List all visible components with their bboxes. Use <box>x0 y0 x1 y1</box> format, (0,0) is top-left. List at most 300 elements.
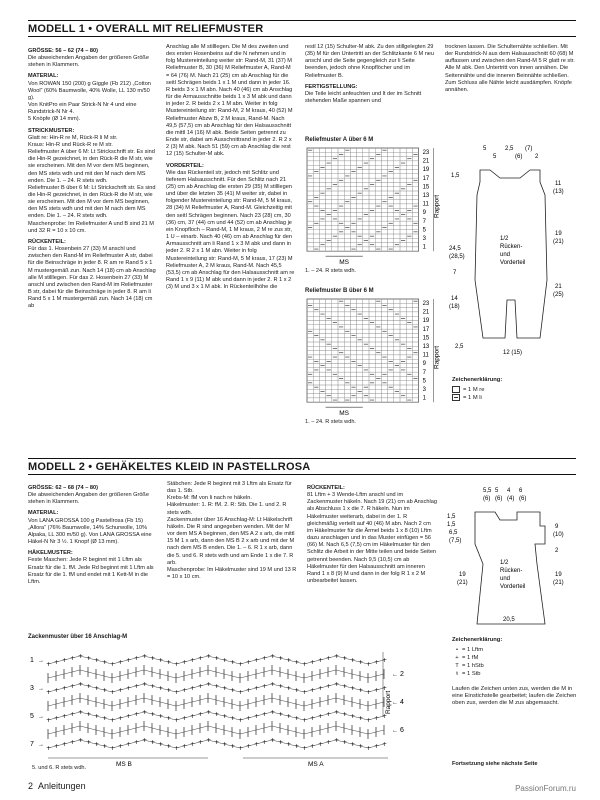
knit-cell <box>338 208 344 212</box>
knit-cell <box>332 381 338 385</box>
knit-cell <box>394 225 400 229</box>
stitch-sc-icon: + <box>222 685 228 692</box>
knit-cell <box>369 308 375 312</box>
knit-cell <box>363 157 369 161</box>
knit-cell <box>344 165 350 169</box>
dimension-label: (21) <box>553 239 564 245</box>
knit-cell <box>412 372 418 376</box>
knit-cell <box>307 230 313 234</box>
knit-cell <box>381 385 387 389</box>
dimension-label: (7) <box>525 146 533 152</box>
dimension-label: (21) <box>457 580 468 586</box>
knit-cell <box>338 243 344 247</box>
knit-cell <box>357 368 363 372</box>
knit-cell <box>388 243 394 247</box>
knit-cell <box>313 316 319 320</box>
knit-cell <box>406 152 412 156</box>
paragraph: Von ROWAN 150 (200) g Giggle (Fb 212) „Cotton Wool“ (60% Baumwolle, 40% Wolle, LL 130 m/50 g). <box>28 80 151 101</box>
row-number: 15 <box>422 335 430 342</box>
knit-cell <box>332 213 338 217</box>
knit-cell <box>332 394 338 398</box>
crochet-note: 5. und 6. R stets wdh. <box>32 765 87 771</box>
knit-cell <box>375 182 381 186</box>
stitch-sc-icon: + <box>54 659 60 666</box>
page-footer <box>28 781 86 791</box>
knit-cell <box>363 299 369 303</box>
knit-cell <box>400 364 406 368</box>
knit-cell <box>313 213 319 217</box>
knit-cell <box>319 230 325 234</box>
crochet-row-number: 1 <box>30 657 34 664</box>
knit-cell <box>400 195 406 199</box>
stitch-sc-icon: + <box>358 715 364 722</box>
knit-cell <box>357 329 363 333</box>
stitch-sc-icon: + <box>54 687 60 694</box>
row-number: 11 <box>422 352 429 359</box>
row-number: 19 <box>422 167 430 174</box>
knit-cell <box>326 376 332 380</box>
knit-cell <box>381 333 387 337</box>
knit-cell <box>319 213 325 217</box>
knit-cell <box>388 217 394 221</box>
knit-cell <box>344 342 350 346</box>
stitch-sc-icon: + <box>238 689 244 696</box>
knit-cell <box>363 359 369 363</box>
knit-cell <box>350 234 356 238</box>
stitch-sc-icon: + <box>142 709 148 716</box>
stitch-sc-icon: + <box>278 711 284 718</box>
dress-schematic <box>445 484 580 634</box>
knit-cell <box>394 381 400 385</box>
dimension-label: 14 <box>451 296 458 302</box>
stitch-sc-icon: + <box>182 743 188 750</box>
row-number: 21 <box>422 309 430 316</box>
knit-cell <box>412 148 418 152</box>
knit-cell <box>394 230 400 234</box>
stitch-sc-icon: + <box>350 657 356 664</box>
knit-cell <box>388 165 394 169</box>
knit-cell <box>375 148 381 152</box>
knit-cell <box>332 243 338 247</box>
knit-cell <box>350 389 356 393</box>
knit-cell <box>363 230 369 234</box>
knit-cell <box>350 243 356 247</box>
knit-cell <box>332 385 338 389</box>
stitch-sc-icon: + <box>142 653 148 660</box>
stitch-sc-icon: + <box>366 745 372 752</box>
knit-cell <box>412 174 418 178</box>
knit-cell <box>369 325 375 329</box>
dimension-label: (21) <box>553 580 564 586</box>
knit-cell <box>307 398 313 402</box>
stitch-sc-icon: + <box>334 709 340 716</box>
knit-cell <box>412 342 418 346</box>
piece-label: 1/2 <box>500 236 509 242</box>
knit-cell <box>406 243 412 247</box>
paragraph: Zackenmuster über 16 Anschlag-M: Lt Häkelschrift häkeln. Die R sind angegeben wenden. Mit der M vor dem MS A beginnen, den MS A 2 x arb, die mittl 15 M 1 x arb, dann den MS B 2 x arb und mit der M nach dem MS B enden. Die 1. – 6. R 1 x arb, dann die 5. und 6. R stets wdh und am Ende 1 x die 7. R arb. <box>167 516 295 566</box>
knit-cell <box>313 174 319 178</box>
knit-cell <box>381 238 387 242</box>
knit-cell <box>406 204 412 208</box>
knit-cell <box>338 346 344 350</box>
legend-item-sc: + = 1 fM <box>452 654 580 662</box>
knit-cell <box>406 333 412 337</box>
knit-cell <box>369 385 375 389</box>
dimension-label: (6) <box>495 496 503 502</box>
knit-cell <box>381 376 387 380</box>
knit-cell <box>406 178 412 182</box>
knit-cell <box>319 221 325 225</box>
knit-cell <box>350 174 356 178</box>
knit-cell <box>313 329 319 333</box>
knit-cell <box>412 200 418 204</box>
stitch-sc-icon: + <box>278 655 284 662</box>
knit-cell <box>369 351 375 355</box>
stitch-sc-icon: + <box>318 657 324 664</box>
knit-cell <box>363 364 369 368</box>
knit-cell <box>388 178 394 182</box>
knit-cell <box>400 329 406 333</box>
knit-cell <box>319 372 325 376</box>
row-direction-arrow: ← <box>392 672 398 678</box>
knit-cell <box>363 338 369 342</box>
knit-cell <box>313 321 319 325</box>
knit-cell <box>332 221 338 225</box>
row-number: 15 <box>422 184 430 191</box>
legend-model1 <box>452 376 502 402</box>
knit-cell <box>332 351 338 355</box>
knit-cell <box>363 234 369 238</box>
stitch-sc-icon: + <box>134 739 140 746</box>
knit-cell <box>344 316 350 320</box>
knit-cell <box>406 191 412 195</box>
stitch-sc-icon: + <box>318 713 324 720</box>
knit-cell <box>369 312 375 316</box>
knit-cell <box>412 312 418 316</box>
knit-cell <box>381 157 387 161</box>
knit-cell <box>344 346 350 350</box>
knit-cell <box>375 372 381 376</box>
stitch-sc-icon: + <box>254 741 260 748</box>
knit-cell <box>381 398 387 402</box>
knit-cell <box>313 208 319 212</box>
knit-cell <box>338 385 344 389</box>
legend-note: Laufen die Zeichen unten zus, werden die M in eine Einstichstelle gearbeitet; laufen die Zeichen oben zus, werden die M zus abgemascht. <box>452 686 577 706</box>
stitch-sc-icon: + <box>182 659 188 666</box>
knit-cell <box>363 333 369 337</box>
knit-cell <box>388 389 394 393</box>
knit-cell <box>375 394 381 398</box>
knit-cell <box>369 170 375 174</box>
knit-cell <box>307 152 313 156</box>
knit-cell <box>344 221 350 225</box>
knit-cell <box>357 381 363 385</box>
stitch-sc-icon: + <box>342 711 348 718</box>
knit-cell <box>394 329 400 333</box>
knit-cell <box>350 217 356 221</box>
watermark: PassionForum.ru <box>515 784 576 793</box>
half-double-crochet-icon: T <box>455 663 459 669</box>
knit-cell <box>375 161 381 165</box>
stitch-sc-icon: + <box>70 683 76 690</box>
section-heading: GRÖSSE: 56 – 62 (74 – 80) <box>28 48 98 54</box>
stitch-sc-icon: + <box>374 715 380 722</box>
knit-cell <box>350 368 356 372</box>
knit-cell <box>400 303 406 307</box>
knit-cell <box>388 312 394 316</box>
knit-cell <box>357 303 363 307</box>
knit-cell <box>394 398 400 402</box>
knit-cell <box>369 161 375 165</box>
rapport-label: Rapport <box>433 194 441 218</box>
knit-cell <box>344 247 350 251</box>
stitch-sc-icon: + <box>270 737 276 744</box>
knit-cell <box>394 342 400 346</box>
knit-cell <box>338 182 344 186</box>
knit-cell <box>319 329 325 333</box>
knit-cell <box>338 333 344 337</box>
knit-cell <box>388 303 394 307</box>
knit-cell <box>406 174 412 178</box>
stitch-sc-icon: + <box>166 743 172 750</box>
dimension-label: 6 <box>519 488 523 494</box>
crochet-chart <box>28 642 423 772</box>
row-number: 17 <box>422 175 430 182</box>
knit-cell <box>375 338 381 342</box>
knit-cell <box>357 152 363 156</box>
paragraph: Feste Maschen: Jede R beginnt mit 1 Lftm als Ersatz für die 1. fM. Jede Rd beginnt mit 1 Lftm als Ersatz für die 1. fM und endet mit 1 Kett-M in die Lftm. <box>28 557 154 585</box>
knit-cell <box>350 191 356 195</box>
crochet-row-number: 5 <box>30 713 34 720</box>
knit-cell <box>381 346 387 350</box>
knit-cell <box>307 178 313 182</box>
knit-cell <box>350 178 356 182</box>
stitch-sc-icon: + <box>382 741 388 748</box>
knit-cell <box>332 204 338 208</box>
dimension-label: 9 <box>555 524 559 530</box>
knit-cell <box>412 187 418 191</box>
knit-cell <box>326 385 332 389</box>
stitch-sc-icon: + <box>86 739 92 746</box>
knit-cell <box>338 316 344 320</box>
knit-cell <box>381 221 387 225</box>
row-number: 21 <box>422 158 430 165</box>
knit-cell <box>338 148 344 152</box>
piece-label: 1/2 <box>500 560 509 566</box>
knit-cell <box>344 376 350 380</box>
knit-cell <box>412 394 418 398</box>
paragraph: Reliefmuster B über 6 M: Lt Strickschrift str. Es sind die Hin-R gezeichnet, in den Rück-R die M str, wie sie erscheinen. Mit den M vor dem MS beginnen, den MS stets wdh und mit den M nach dem MS enden. Die 1. – 24. R stets wdh. <box>28 184 156 220</box>
knit-cell <box>307 170 313 174</box>
purl-symbol-icon <box>452 394 460 401</box>
knit-cell <box>369 195 375 199</box>
knit-cell <box>400 152 406 156</box>
knit-cell <box>400 178 406 182</box>
stitch-sc-icon: + <box>254 657 260 664</box>
knit-cell <box>344 161 350 165</box>
row-number: 1 <box>422 395 426 402</box>
knit-cell <box>412 234 418 238</box>
double-crochet-icon: ŧ <box>456 671 458 677</box>
knit-cell <box>369 355 375 359</box>
stitch-sc-icon: + <box>382 685 388 692</box>
knit-cell <box>381 165 387 169</box>
knit-cell <box>369 389 375 393</box>
knit-cell <box>326 299 332 303</box>
knit-cell <box>332 200 338 204</box>
knit-cell <box>388 364 394 368</box>
knit-cell <box>313 372 319 376</box>
row-number: 13 <box>422 344 430 350</box>
knit-cell <box>394 325 400 329</box>
knit-cell <box>319 355 325 359</box>
paragraph: Stäbchen: Jede R beginnt mit 3 Lftm als Ersatz für das 1. Stb. <box>167 481 292 495</box>
stitch-sc-icon: + <box>230 743 236 750</box>
legend-item-chain: • = 1 Lftm <box>452 646 580 654</box>
knit-cell <box>326 165 332 169</box>
stitch-sc-icon: + <box>78 709 84 716</box>
row-number: 7 <box>422 369 426 376</box>
knit-cell <box>332 316 338 320</box>
knit-cell <box>326 174 332 178</box>
knit-cell <box>313 234 319 238</box>
knit-cell <box>326 398 332 402</box>
knit-cell <box>332 195 338 199</box>
knit-cell <box>332 178 338 182</box>
knit-cell <box>363 200 369 204</box>
ms-label: MS <box>339 410 349 416</box>
legend-title: Zeichenerklärung: <box>452 377 503 383</box>
knit-cell <box>400 385 406 389</box>
stitch-sc-icon: + <box>174 661 180 668</box>
knit-cell <box>388 161 394 165</box>
stitch-sc-icon: + <box>126 713 132 720</box>
knit-cell <box>338 225 344 229</box>
knit-cell <box>319 161 325 165</box>
knit-cell <box>381 234 387 238</box>
knit-cell <box>394 385 400 389</box>
knit-cell <box>394 178 400 182</box>
knit-cell <box>375 157 381 161</box>
stitch-sc-icon: + <box>62 657 68 664</box>
chart-b-note: 1. – 24. R stets wdh. <box>305 419 356 425</box>
knit-cell <box>350 238 356 242</box>
knit-cell <box>388 321 394 325</box>
knit-cell <box>326 195 332 199</box>
knit-cell <box>369 152 375 156</box>
knit-cell <box>344 195 350 199</box>
knit-cell <box>381 187 387 191</box>
stitch-sc-icon: + <box>374 659 380 666</box>
knit-cell <box>394 308 400 312</box>
knit-cell <box>344 389 350 393</box>
dimension-label: (13) <box>553 189 564 195</box>
knit-cell <box>369 359 375 363</box>
stitch-sc-icon: + <box>126 741 132 748</box>
knit-cell <box>400 299 406 303</box>
knit-cell <box>363 321 369 325</box>
knit-cell <box>326 152 332 156</box>
knit-cell <box>375 368 381 372</box>
knit-cell <box>307 204 313 208</box>
section-heading: STRICKMUSTER: <box>28 127 75 134</box>
knit-cell <box>363 351 369 355</box>
stitch-sc-icon: + <box>222 713 228 720</box>
knit-cell <box>412 389 418 393</box>
knit-cell <box>338 161 344 165</box>
knit-cell <box>344 204 350 208</box>
knit-cell <box>350 372 356 376</box>
stitch-sc-icon: + <box>134 711 140 718</box>
stitch-sc-icon: + <box>94 657 100 664</box>
knit-cell <box>307 364 313 368</box>
stitch-sc-icon: + <box>118 687 124 694</box>
rapport-label: Rapport <box>385 690 392 714</box>
knit-cell <box>369 238 375 242</box>
knit-cell <box>313 364 319 368</box>
knit-cell <box>406 187 412 191</box>
stitch-sc-icon: + <box>46 661 52 668</box>
knit-cell <box>326 234 332 238</box>
knit-cell <box>319 174 325 178</box>
knit-cell <box>357 308 363 312</box>
knit-cell <box>307 208 313 212</box>
dimension-label: 5 <box>493 154 497 160</box>
stitch-sc-icon: + <box>206 653 212 660</box>
stitch-sc-icon: + <box>46 717 52 724</box>
knit-cell <box>326 191 332 195</box>
knit-cell <box>313 187 319 191</box>
legend-item-dc: ŧ = 1 Stb <box>452 670 580 678</box>
dimension-label: 21 <box>555 284 562 290</box>
knit-cell <box>363 204 369 208</box>
knit-cell <box>381 247 387 251</box>
row-number: 3 <box>422 236 426 242</box>
legend-item-knit: = 1 M re <box>452 386 502 394</box>
stitch-sc-icon: + <box>134 655 140 662</box>
knit-cell <box>326 333 332 337</box>
knit-cell <box>350 321 356 325</box>
knit-cell <box>394 174 400 178</box>
stitch-sc-icon: + <box>350 685 356 692</box>
knit-cell <box>406 342 412 346</box>
knit-cell <box>313 338 319 342</box>
knit-cell <box>344 217 350 221</box>
knit-cell <box>400 225 406 229</box>
knit-cell <box>357 174 363 178</box>
knit-cell <box>375 308 381 312</box>
knit-cell <box>363 217 369 221</box>
crochet-row-number: 7 <box>30 741 34 748</box>
stitch-sc-icon: + <box>350 741 356 748</box>
knit-cell <box>381 394 387 398</box>
knit-cell <box>363 346 369 350</box>
knit-cell <box>375 187 381 191</box>
knit-cell <box>406 351 412 355</box>
knit-cell <box>319 238 325 242</box>
knit-cell <box>307 238 313 242</box>
knit-cell <box>319 234 325 238</box>
stitch-sc-icon: + <box>358 743 364 750</box>
dimension-label: 5 <box>483 146 487 152</box>
dimension-label: 11 <box>555 181 562 187</box>
knit-cell <box>357 200 363 204</box>
stitch-sc-icon: + <box>150 683 156 690</box>
paragraph: 5 Knöpfe (Ø 14 mm). <box>28 116 81 123</box>
knit-cell <box>344 359 350 363</box>
knit-cell <box>307 165 313 169</box>
knit-cell <box>381 364 387 368</box>
